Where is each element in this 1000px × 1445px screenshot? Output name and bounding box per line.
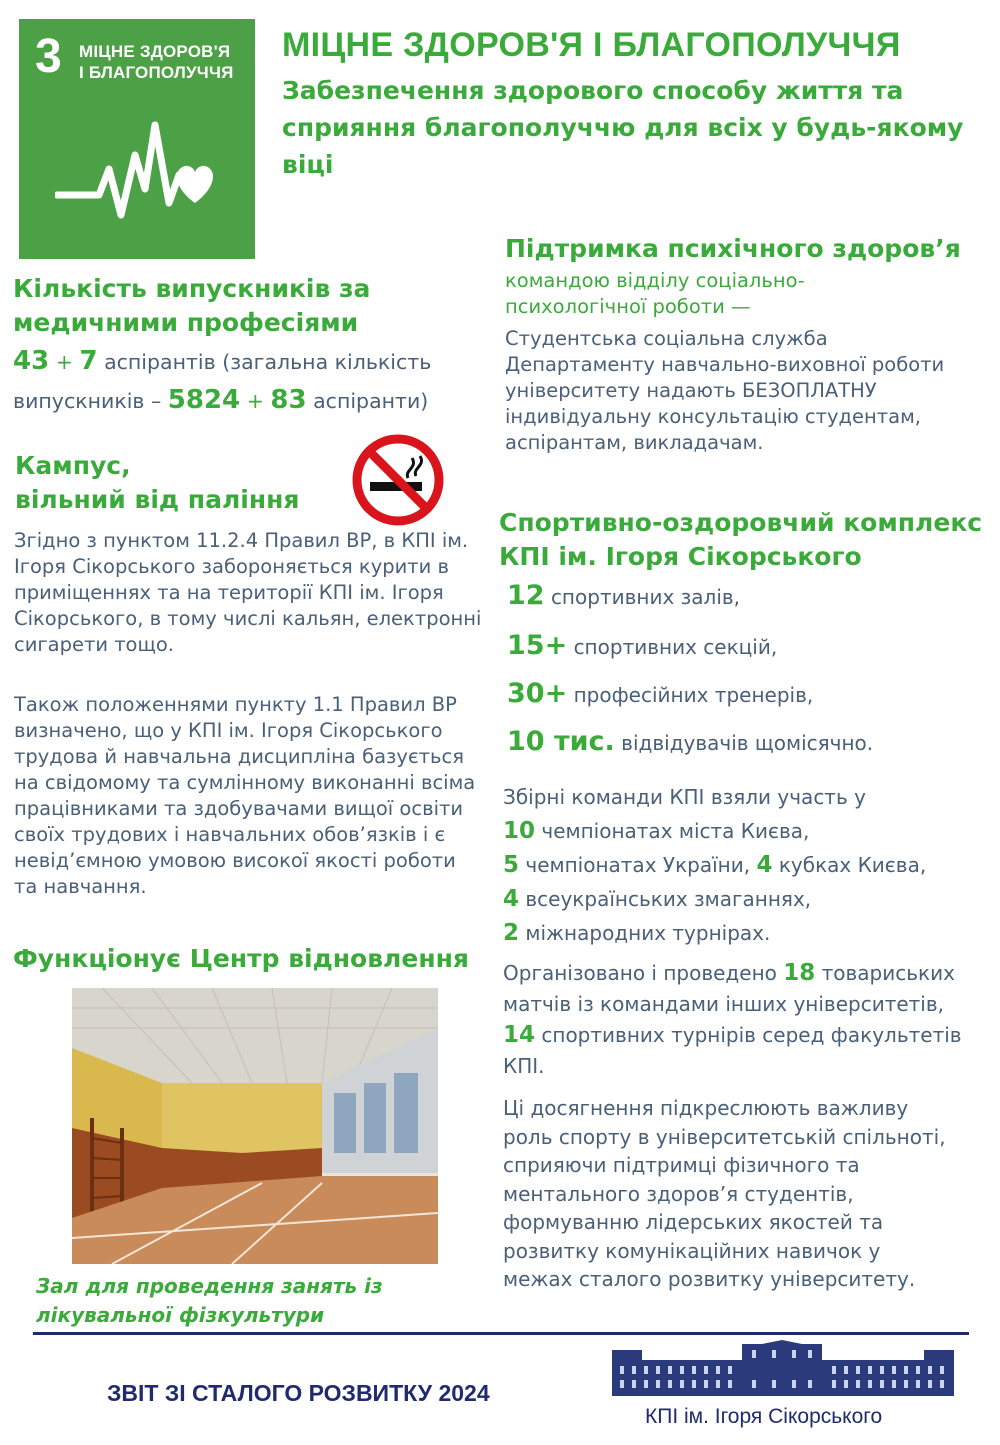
stat-value: 30+ (507, 678, 568, 709)
teams-label: чемпіонатах міста Києва, (541, 819, 810, 843)
matches-paragraph (503, 958, 973, 1082)
sdg-goal-tile (19, 19, 255, 259)
university-building-logo (612, 1340, 954, 1398)
page-subtitle: Забезпечення здорового способу життя та сприяння благополуччю для всіх у будь-якому віці (282, 76, 964, 179)
sport-heading-line2: КПІ ім. Ігоря Сікорського (499, 542, 862, 571)
teams-value: 5 (503, 852, 520, 878)
tournaments-count: 14 (503, 1022, 536, 1048)
stat-item (507, 580, 873, 630)
matches-text-c: спортивних турнірів серед факультетів КПІ. (503, 1023, 962, 1078)
caption-line1: Зал для проведення занять із (36, 1274, 383, 1298)
stat-item (507, 630, 873, 678)
stat-item (507, 726, 873, 774)
graduates-heading-line1: Кількість випускників за (13, 274, 371, 303)
sport-heading-line1: Спортивно-оздоровчий комплекс (499, 508, 983, 537)
campus-heading-line1: Кампус, (15, 451, 131, 480)
graduates-phd-count: 7 (79, 346, 98, 376)
sport-conclusion: Ці досягнення підкреслюють важливу роль спорту в університетській спільноті, сприяючи підтримці фізичного та ментального здоров’я студентів, формуванню лідерських якостей та розвитку комунікаційних навичок у межах сталого розвитку університету. (503, 1096, 946, 1291)
sdg-goal-name (79, 41, 234, 83)
graduates-total-phd-count: 83 (270, 385, 307, 415)
caption-line2: лікувальної фізкультури (36, 1303, 325, 1327)
mental-health-heading: Підтримка психічного здоров’я (505, 234, 961, 263)
matches-text-b: товариських матчів із командами інших університетів, (503, 961, 955, 1016)
teams-label: всеукраїнських змаганнях, (525, 887, 812, 911)
teams-item (503, 916, 926, 950)
stat-value: 12 (507, 580, 545, 611)
mental-health-green-text: командою відділу соціально-психологічної роботи — (505, 269, 805, 318)
stat-label: спортивних залів, (550, 585, 741, 609)
sport-stats (507, 580, 873, 774)
recovery-heading: Функціонує Центр відновлення (13, 944, 469, 973)
no-smoking-icon (352, 434, 444, 526)
teams-value: 2 (503, 920, 520, 946)
graduates-heading-line2: медичними професіями (13, 308, 359, 337)
stat-label: спортивних секцій, (573, 635, 778, 659)
teams-value: 4 (756, 852, 773, 878)
graduates-heading (13, 272, 473, 340)
graduates-section (13, 272, 473, 420)
plus-sign: + (246, 389, 264, 413)
graduates-total-count: 5824 (167, 385, 241, 415)
footer-university-name: КПІ ім. Ігоря Сікорського (645, 1405, 883, 1428)
teams-item (503, 814, 926, 848)
teams-item (503, 882, 926, 916)
teams-value: 4 (503, 886, 520, 912)
campus-heading-line2: вільний від паління (15, 485, 300, 514)
matches-count: 18 (783, 960, 816, 986)
graduates-text-2: випускників – (13, 389, 162, 413)
stat-label: професійних тренерів, (573, 683, 814, 707)
teams-label: кубках Києва, (778, 853, 927, 877)
sdg-number: 3 (35, 30, 62, 83)
teams-intro: Збірні команди КПІ взяли участь у (503, 785, 866, 809)
campus-paragraph-2: Також положеннями пункту 1.1 Правил ВР визначено, що у КПІ ім. Ігоря Сікорського трудова й навчальна дисципліна базується на свідомому та сумлінному виконанні всіма працівниками та здобувачами вищої освіти своїх трудових і навчальних обов’язків і є невід’ємною умовою високої якості роботи та навчання. (14, 693, 476, 898)
graduates-text (13, 342, 473, 420)
heartbeat-heart-icon (55, 115, 225, 225)
footer-divider (33, 1332, 969, 1335)
sport-heading (499, 506, 982, 574)
graduates-medical-count: 43 (13, 346, 50, 376)
footer-report-title: ЗВІТ ЗІ СТАЛОГО РОЗВИТКУ 2024 (107, 1380, 490, 1406)
gym-hall-photo (72, 988, 438, 1264)
sdg-name-line1: МІЦНЕ ЗДОРОВ'Я (79, 42, 231, 61)
teams-item (503, 848, 926, 882)
stat-value: 15+ (507, 630, 568, 661)
graduates-text-1: аспірантів (загальна кількість (104, 350, 432, 374)
mental-health-text: Студентська соціальна служба Департаменту навчально-виховної роботи університету надають БЕЗОПЛАТНУ індивідуальну консультацію студентам, аспірантам, викладачам. (505, 327, 945, 454)
photo-caption (36, 1272, 383, 1330)
stat-value: 10 тис. (507, 726, 615, 757)
campus-heading (15, 449, 299, 517)
plus-sign: + (55, 350, 73, 374)
teams-block (503, 780, 926, 950)
sdg-name-line2: І БЛАГОПОЛУЧЧЯ (79, 63, 234, 82)
teams-label: міжнародних турнірах. (525, 921, 771, 945)
teams-value: 10 (503, 818, 536, 844)
teams-label: чемпіонатах України, (525, 853, 751, 877)
page-title: МІЦНЕ ЗДОРОВ'Я І БЛАГОПОЛУЧЧЯ (282, 26, 901, 64)
stat-label: відвідувачів щомісячно. (621, 731, 874, 755)
stat-item (507, 678, 873, 726)
matches-text-a: Організовано і проведено (503, 961, 777, 985)
graduates-text-3: аспіранти) (313, 389, 429, 413)
campus-paragraph-1: Згідно з пунктом 11.2.4 Правил ВР, в КПІ ім. Ігоря Сікорського забороняється курити в приміщеннях та на території КПІ ім. Ігоря Сікорського, в тому числі кальян, електронні сигарети тощо. (14, 529, 482, 656)
